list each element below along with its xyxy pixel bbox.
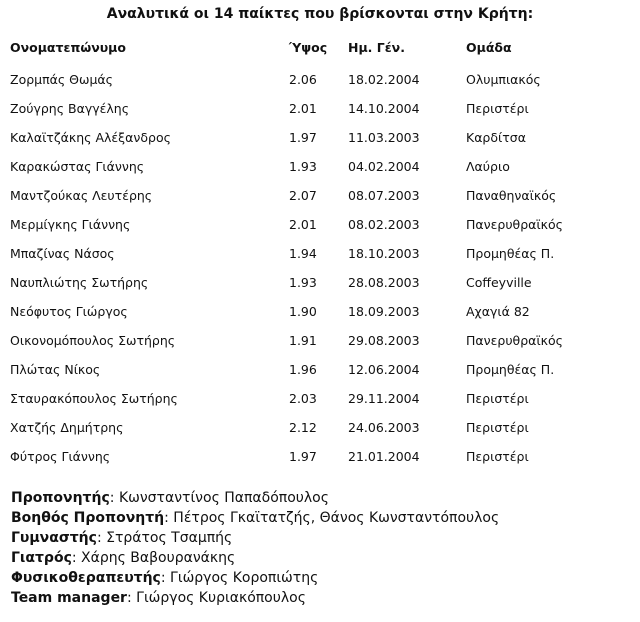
players-table (10, 37, 630, 471)
player-birthdate: 24.06.2003 (348, 420, 420, 435)
player-team: Παναθηναϊκός (466, 188, 557, 203)
player-height: 1.93 (289, 159, 317, 174)
table-row (10, 210, 630, 239)
staff-separator: : (109, 490, 119, 506)
player-name: Νεόφυτος Γιώργος (10, 304, 128, 319)
player-height: 2.03 (289, 391, 317, 406)
table-row (10, 384, 630, 413)
staff-role: Βοηθός Προπονητή (11, 510, 165, 526)
table-row (10, 355, 630, 384)
table-row (10, 239, 630, 268)
player-team: Ολυμπιακός (466, 72, 541, 87)
player-birthdate: 12.06.2004 (348, 362, 420, 377)
staff-item-physio (11, 568, 631, 588)
player-height: 1.93 (289, 275, 317, 290)
table-header (10, 37, 630, 57)
staff-role: Φυσικοθεραπευτής (11, 570, 161, 586)
header-name: Ονοματεπώνυμο (10, 39, 126, 55)
player-team: Προμηθέας Π. (466, 246, 555, 261)
staff-item-coach (11, 488, 631, 508)
player-team: Περιστέρι (466, 420, 529, 435)
player-height: 1.97 (289, 130, 317, 145)
player-team: Πανερυθραϊκός (466, 333, 563, 348)
player-team: Πανερυθραϊκός (466, 217, 563, 232)
table-row (10, 268, 630, 297)
staff-role: Team manager (11, 590, 127, 606)
staff-name: Γιώργος Κυριακόπουλος (136, 590, 306, 606)
player-team: Περιστέρι (466, 449, 529, 464)
table-row (10, 123, 630, 152)
staff-role: Γυμναστής (11, 530, 97, 546)
player-name: Ζορμπάς Θωμάς (10, 72, 114, 87)
staff-name: Κωνσταντίνος Παπαδόπουλος (118, 490, 329, 506)
player-height: 2.07 (289, 188, 317, 203)
header-height: Ύψος (289, 39, 328, 55)
player-height: 1.91 (289, 333, 317, 348)
staff-role: Γιατρός (11, 550, 72, 566)
player-team: Λαύριο (466, 159, 510, 174)
staff-item-team-manager (11, 588, 631, 608)
player-team: Προμηθέας Π. (466, 362, 555, 377)
staff-name: Χάρης Βαβουρανάκης (81, 550, 236, 566)
player-height: 2.12 (289, 420, 317, 435)
table-row (10, 94, 630, 123)
player-birthdate: 21.01.2004 (348, 449, 420, 464)
player-name: Σταυρακόπουλος Σωτήρης (10, 391, 178, 406)
player-birthdate: 18.02.2004 (348, 72, 420, 87)
player-birthdate: 28.08.2003 (348, 275, 420, 290)
staff-separator: : (96, 530, 107, 546)
staff-list (11, 488, 631, 608)
player-height: 2.01 (289, 217, 317, 232)
player-birthdate: 18.10.2003 (348, 246, 420, 261)
staff-separator: : (164, 510, 174, 526)
player-team: Περιστέρι (466, 391, 529, 406)
staff-item-assistant-coach (11, 508, 631, 528)
player-name: Μερμίγκης Γιάννης (10, 217, 131, 232)
player-name: Καρακώστας Γιάννης (10, 159, 145, 174)
table-row (10, 326, 630, 355)
player-height: 1.97 (289, 449, 317, 464)
player-name: Ζούγρης Βαγγέλης (10, 101, 130, 116)
player-name: Οικονομόπουλος Σωτήρης (10, 333, 176, 348)
player-team: Καρδίτσα (466, 130, 526, 145)
player-height: 1.94 (289, 246, 317, 261)
staff-separator: : (160, 570, 171, 586)
player-birthdate: 04.02.2004 (348, 159, 420, 174)
staff-name: Πέτρος Γκαϊτατζής, Θάνος Κωνσταντόπουλος (173, 510, 500, 526)
table-body (10, 57, 630, 471)
player-birthdate: 14.10.2004 (348, 101, 420, 116)
player-name: Ναυπλιώτης Σωτήρης (10, 275, 149, 290)
player-height: 2.06 (289, 72, 317, 87)
player-birthdate: 11.03.2003 (348, 130, 420, 145)
page-title: Αναλυτικά οι 14 παίκτες που βρίσκονται στην Κρήτη: (106, 6, 534, 22)
player-name: Μαντζούκας Λευτέρης (10, 188, 153, 203)
player-birthdate: 18.09.2003 (348, 304, 420, 319)
player-height: 1.96 (289, 362, 317, 377)
player-name: Μπαζίνας Νάσος (10, 246, 115, 261)
player-team: Αχαγιά 82 (466, 304, 530, 319)
header-row (10, 37, 630, 57)
player-name: Πλώτας Νίκος (10, 362, 101, 377)
staff-item-trainer (11, 528, 631, 548)
player-height: 2.01 (289, 101, 317, 116)
player-birthdate: 29.08.2003 (348, 333, 420, 348)
player-birthdate: 29.11.2004 (348, 391, 420, 406)
player-birthdate: 08.07.2003 (348, 188, 420, 203)
table-row (10, 57, 630, 94)
staff-separator: : (126, 590, 137, 606)
player-team: Περιστέρι (466, 101, 529, 116)
player-team: Coffeyville (466, 275, 532, 290)
player-name: Χατζής Δημήτρης (10, 420, 124, 435)
player-name: Φύτρος Γιάννης (10, 449, 111, 464)
header-birthdate: Ημ. Γέν. (348, 39, 405, 55)
player-birthdate: 08.02.2003 (348, 217, 420, 232)
table-row (10, 297, 630, 326)
header-team: Ομάδα (466, 39, 512, 55)
staff-separator: : (71, 550, 82, 566)
table-row (10, 181, 630, 210)
staff-name: Γιώργος Κοροπιώτης (170, 570, 319, 586)
staff-name: Στράτος Τσαμπής (106, 530, 233, 546)
table-row (10, 413, 630, 442)
staff-role: Προπονητής (11, 490, 110, 506)
staff-item-doctor (11, 548, 631, 568)
table-row (10, 442, 630, 471)
player-height: 1.90 (289, 304, 317, 319)
table-row (10, 152, 630, 181)
player-name: Καλαϊτζάκης Αλέξανδρος (10, 130, 171, 145)
